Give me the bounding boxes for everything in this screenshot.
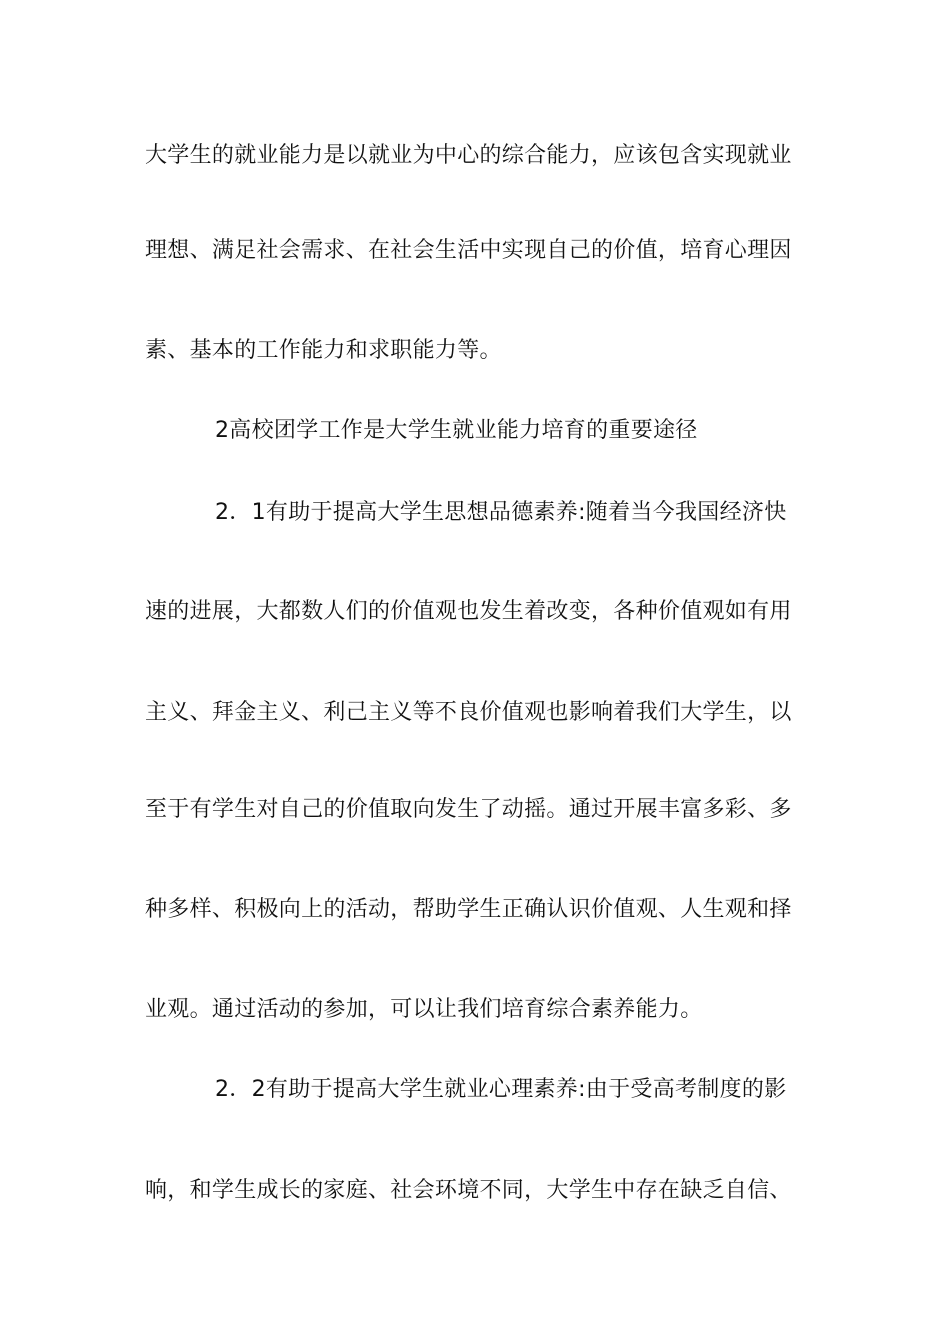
paragraph-line: 速的进展，大都数人们的价值观也发生着改变，各种价值观如有用 [145, 599, 792, 624]
paragraph-line: 主义、拜金主义、利己主义等不良价值观也影响着我们大学生，以 [145, 700, 792, 725]
paragraph-line: 理想、满足社会需求、在社会生活中实现自己的价值，培育心理因 [145, 238, 792, 263]
paragraph-line: 大学生的就业能力是以就业为中心的综合能力，应该包含实现就业 [145, 143, 792, 168]
subsection-first-line: 2．2有助于提高大学生就业心理素养:由于受高考制度的影 [215, 1077, 787, 1102]
paragraph-line: 种多样、积极向上的活动，帮助学生正确认识价值观、人生观和择 [145, 897, 792, 922]
paragraph-line: 素、基本的工作能力和求职能力等。 [145, 338, 502, 363]
paragraph-line: 至于有学生对自己的价值取向发生了动摇。通过开展丰富多彩、多 [145, 797, 792, 822]
subsection-first-line: 2．1有助于提高大学生思想品德素养:随着当今我国经济快 [215, 500, 787, 525]
section-heading: 2高校团学工作是大学生就业能力培育的重要途径 [215, 418, 698, 443]
paragraph-line: 业观。通过活动的参加，可以让我们培育综合素养能力。 [145, 997, 703, 1022]
paragraph-line: 响，和学生成长的家庭、社会环境不同，大学生中存在缺乏自信、 [145, 1178, 792, 1203]
